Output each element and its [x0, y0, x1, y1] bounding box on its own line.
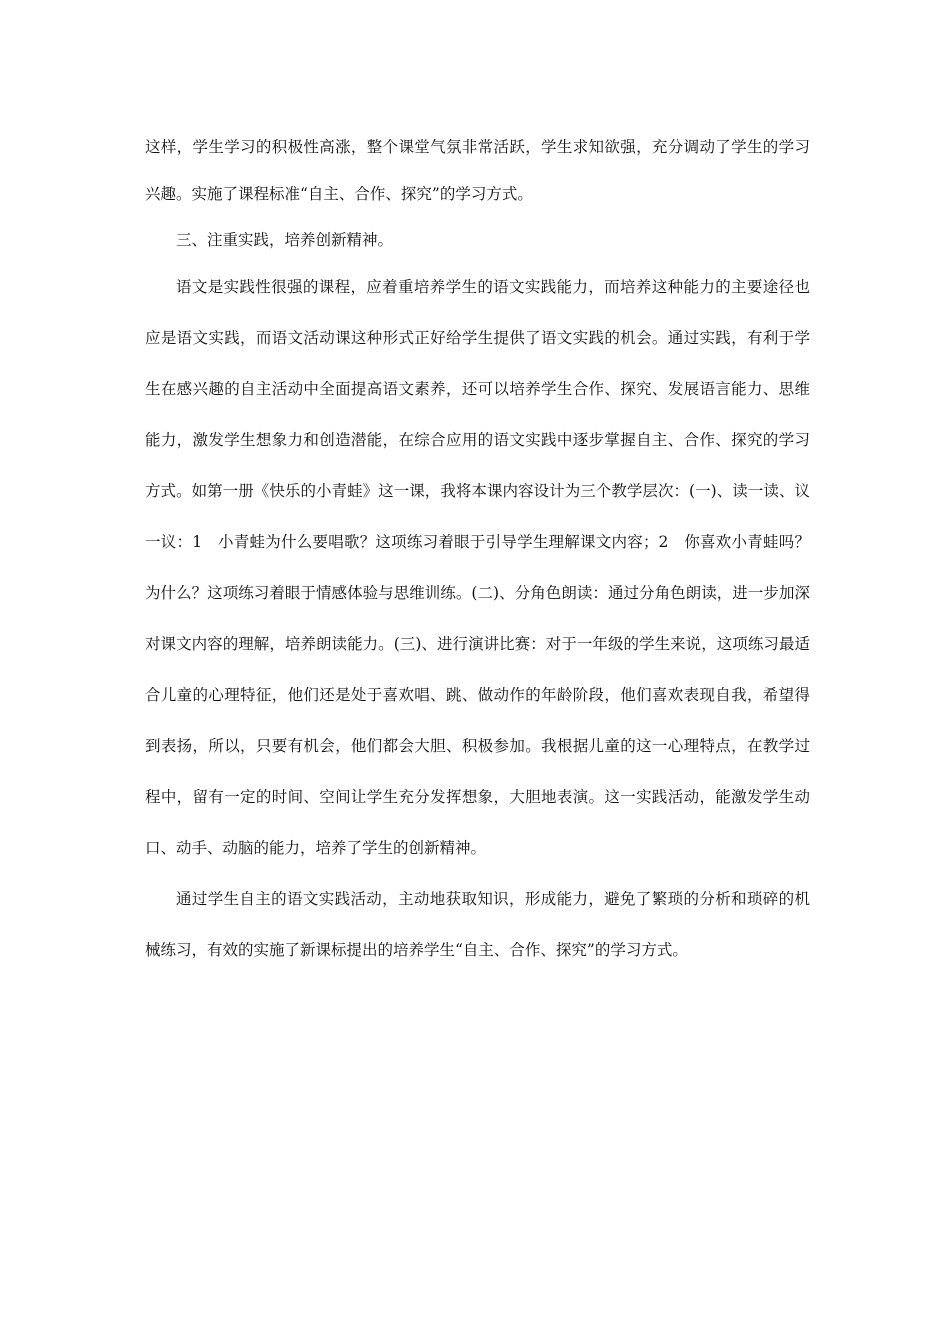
document-body	[145, 124, 810, 976]
paragraph-continuation: 这样，学生学习的积极性高涨，整个课堂气氛非常活跃，学生求知欲强，充分调动了学生的学习兴趣。实施了课程标准“自主、合作、探究”的学习方式。	[145, 138, 810, 203]
paragraph-practice: 语文是实践性很强的课程，应着重培养学生的语文实践能力，而培养这种能力的主要途径也应是语文实践，而语文活动课这种形式正好给学生提供了语文实践的机会。通过实践，有利于学生在感兴趣的自主活动中全面提高语文素养，还可以培养学生合作、探究、发展语言能力、思维能力，激发学生想象力和创造潜能，在综合应用的语文实践中逐步掌握自主、合作、探究的学习方式。如第一册《快乐的小青蛙》这一课，我将本课内容设计为三个教学层次：(一)、读一读、议一议：1 小青蛙为什么要唱歌？这项练习着眼于引导学生理解课文内容；2 你喜欢小青蛙吗？为什么？这项练习着眼于情感体验与思维训练。(二)、分角色朗读：通过分角色朗读，进一步加深对课文内容的理解，培养朗读能力。(三)、进行演讲比赛：对于一年级的学生来说，这项练习最适合儿童的心理特征，他们还是处于喜欢唱、跳、做动作的年龄阶段，他们喜欢表现自我，希望得到表扬，所以，只要有机会，他们都会大胆、积极参加。我根据儿童的这一心理特点，在教学过程中，留有一定的时间、空间让学生充分发挥想象，大胆地表演。这一实践活动，能激发学生动口、动手、动脑的能力，培养了学生的创新精神。	[145, 278, 810, 857]
paragraph-conclusion: 通过学生自主的语文实践活动，主动地获取知识，形成能力，避免了繁琐的分析和琐碎的机械练习，有效的实施了新课标提出的培养学生“自主、合作、探究”的学习方式。	[145, 890, 810, 959]
section-heading: 三、注重实践，培养创新精神。	[176, 231, 394, 249]
